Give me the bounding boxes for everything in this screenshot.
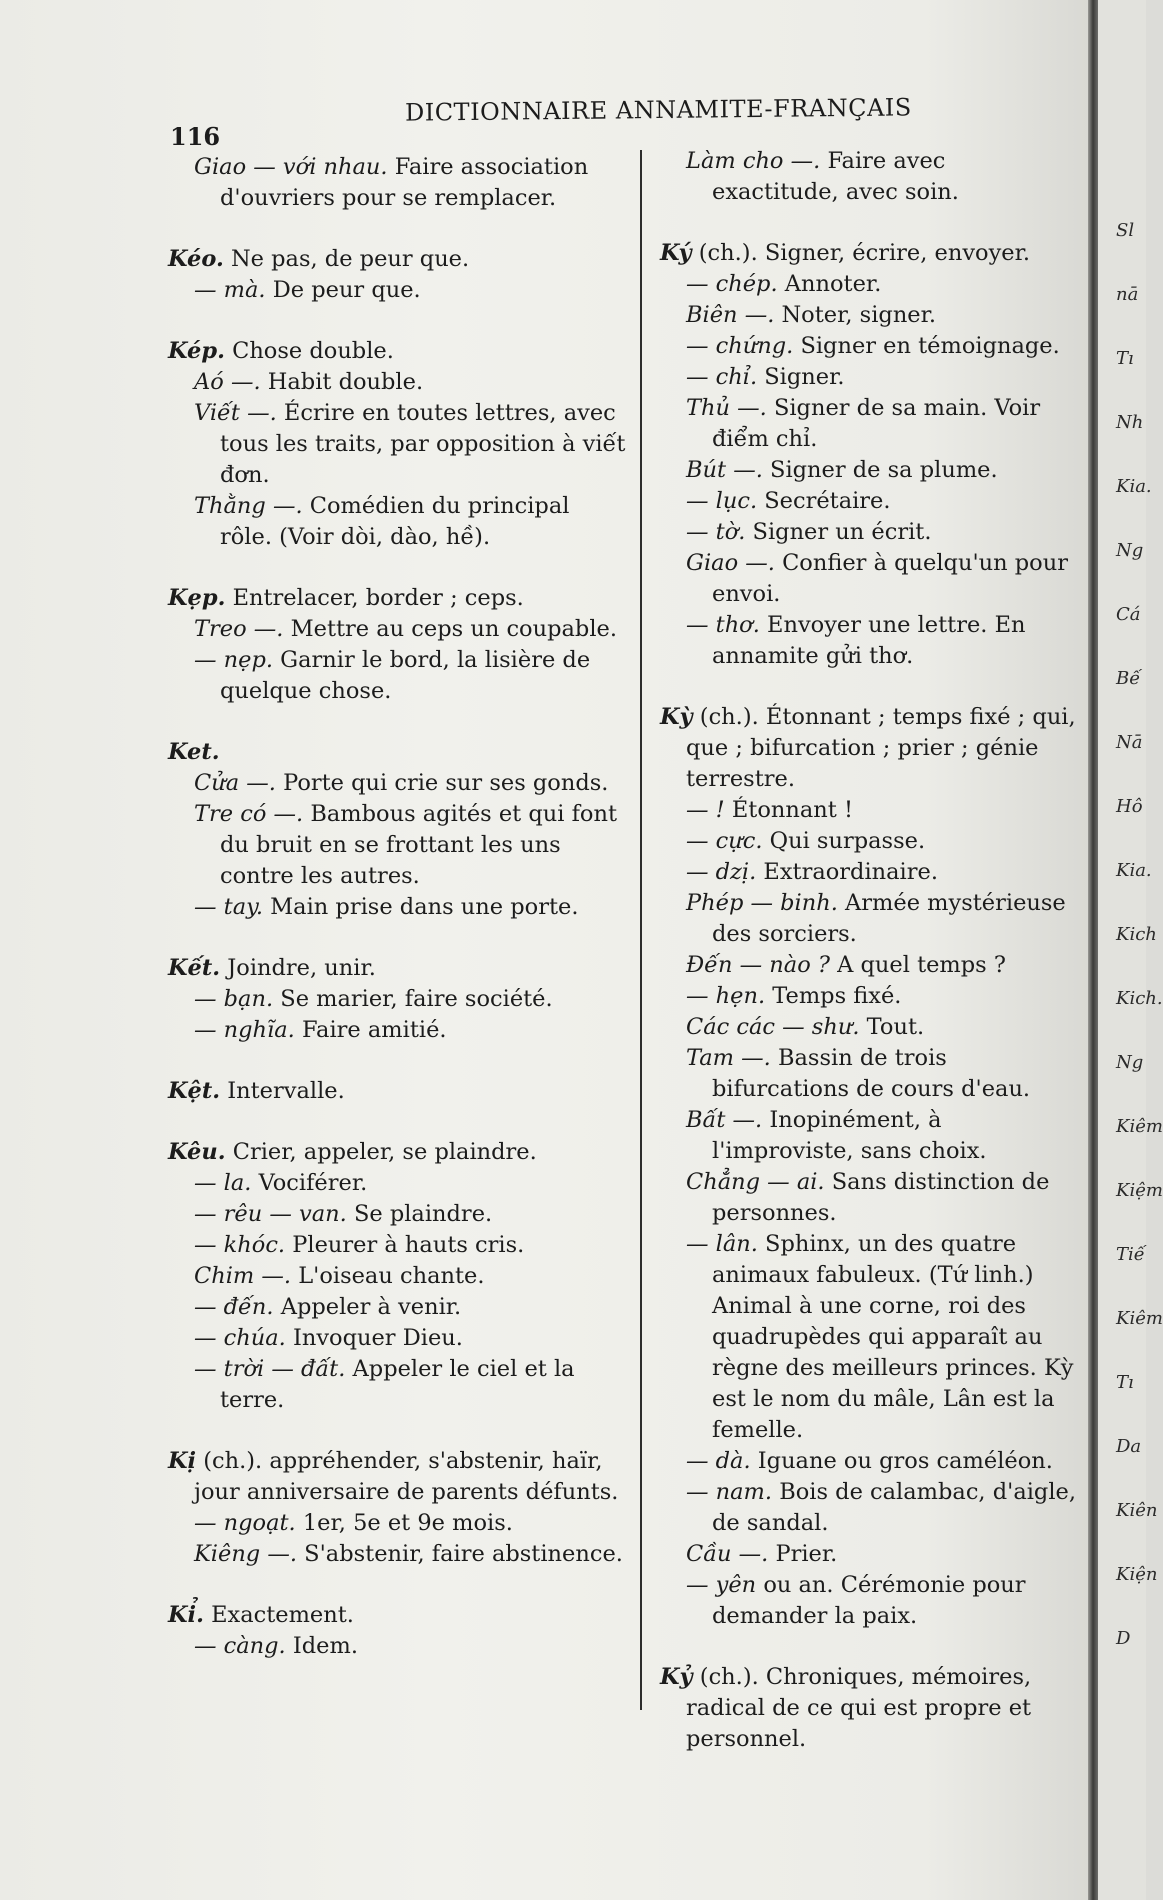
- sub-headword: — mà.: [194, 277, 266, 303]
- next-page-fragment: Kiện: [1116, 1564, 1158, 1585]
- entry-headline: [168, 1076, 628, 1107]
- sub-headword: — lân.: [686, 1231, 758, 1257]
- next-page-fragment: Nh: [1116, 412, 1144, 433]
- entry-headline: [168, 336, 628, 367]
- dictionary-entry: [168, 583, 628, 707]
- definition: 1er, 5e et 9e mois.: [295, 1510, 513, 1536]
- entry-subline: [660, 795, 1078, 826]
- definition: (ch.). Étonnant ; temps fixé ; qui, que ; bifurcation ; prier ; génie terrestre.: [686, 704, 1076, 792]
- headword: Kẹp.: [168, 585, 226, 611]
- entry-subline: [168, 1230, 628, 1261]
- definition: Signer un écrit.: [745, 519, 932, 545]
- next-page-fragment: nā: [1116, 284, 1139, 305]
- definition: ou an. Cérémonie pour demander la paix.: [712, 1572, 1026, 1629]
- next-page-fragment: Tı: [1116, 1372, 1134, 1393]
- entry-subline: [168, 614, 628, 645]
- sub-headword: — cực.: [686, 828, 763, 854]
- sub-headword: — yên: [686, 1572, 757, 1598]
- entry-subline: [168, 491, 628, 553]
- entry-headline: [168, 583, 628, 614]
- entry-subline: [660, 455, 1078, 486]
- entry-headline: [168, 1446, 628, 1508]
- definition: Entrelacer, border ; ceps.: [225, 585, 524, 611]
- headword: Kị: [168, 1448, 197, 1474]
- sub-headword: Biên —.: [686, 302, 775, 328]
- entry-subline: [168, 645, 628, 707]
- sub-headword: — bạn.: [194, 986, 274, 1012]
- entry-subline: [660, 393, 1078, 455]
- entry-subline: [660, 486, 1078, 517]
- sub-headword: Aó —.: [194, 369, 261, 395]
- entry-subline: [660, 950, 1078, 981]
- next-page-fragment: Cá: [1116, 604, 1141, 625]
- next-page-fragment: Kiệm: [1116, 1180, 1163, 1201]
- entry-subline: [660, 888, 1078, 950]
- sub-headword: — trời — đất.: [194, 1356, 346, 1382]
- sub-headword: — !: [686, 797, 725, 823]
- entry-headline: [660, 238, 1078, 269]
- page-number: 116: [170, 122, 221, 151]
- definition: Exactement.: [203, 1602, 354, 1628]
- definition: (ch.). Signer, écrire, envoyer.: [691, 240, 1031, 266]
- sub-headword: Viết —.: [194, 400, 277, 426]
- definition: Confier à quelqu'un pour envoi.: [712, 550, 1068, 607]
- entry-headline: [660, 702, 1078, 795]
- sub-headword: Phép — binh.: [686, 890, 838, 916]
- entry-subline: [168, 152, 628, 214]
- sub-headword: Chim —.: [194, 1263, 292, 1289]
- sub-headword: Thủ —.: [686, 395, 767, 421]
- definition: Sans distinction de personnes.: [712, 1169, 1050, 1226]
- definition: Prier.: [768, 1541, 838, 1567]
- entry-subline: [660, 1043, 1078, 1105]
- definition: Étonnant !: [724, 797, 853, 823]
- definition: Se marier, faire société.: [273, 986, 553, 1012]
- definition: Mettre au ceps un coupable.: [283, 616, 617, 642]
- entry-subline: [168, 1292, 628, 1323]
- entry-headline: [660, 1662, 1078, 1755]
- next-page-fragment: Ng: [1116, 540, 1144, 561]
- dictionary-entry: [660, 702, 1078, 1632]
- entry-subline: [168, 1323, 628, 1354]
- next-page-fragment: Kiêm: [1116, 1308, 1163, 1329]
- sub-headword: Chẳng — ai.: [686, 1169, 825, 1195]
- dictionary-entry: [168, 1446, 628, 1570]
- dictionary-entry: [168, 244, 628, 306]
- entry-subline: [168, 398, 628, 491]
- sub-headword: Giao — với nhau.: [194, 154, 388, 180]
- sub-headword: — tờ.: [686, 519, 746, 545]
- definition: Pleurer à hauts cris.: [285, 1232, 525, 1258]
- sub-headword: — rêu — van.: [194, 1201, 347, 1227]
- sub-headword: Tre có —.: [194, 801, 304, 827]
- dictionary-entry: [660, 146, 1078, 208]
- entry-subline: [168, 1354, 628, 1416]
- definition: A quel temps ?: [829, 952, 1006, 978]
- entry-subline: [660, 1570, 1078, 1632]
- next-page-fragment: Kiên: [1116, 1500, 1158, 1521]
- entry-subline: [660, 610, 1078, 672]
- definition: Signer de sa plume.: [762, 457, 998, 483]
- definition: Iguane ou gros caméléon.: [750, 1448, 1053, 1474]
- sub-headword: Treo —.: [194, 616, 284, 642]
- definition: Crier, appeler, se plaindre.: [225, 1139, 537, 1165]
- sub-headword: — dzị.: [686, 859, 757, 885]
- entry-subline: [168, 799, 628, 892]
- entry-subline: [168, 1261, 628, 1292]
- sub-headword: Làm cho —.: [686, 148, 821, 174]
- definition: Secrétaire.: [757, 488, 891, 514]
- headword: Ký: [660, 240, 692, 266]
- running-head: DICTIONNAIRE ANNAMITE-FRANÇAIS: [404, 93, 912, 127]
- entry-subline: [660, 1446, 1078, 1477]
- definition: Habit double.: [260, 369, 424, 395]
- sub-headword: — chúa.: [194, 1325, 286, 1351]
- definition: Faire association d'ouvriers pour se remplacer.: [220, 154, 589, 211]
- definition: Noter, signer.: [774, 302, 937, 328]
- definition: Écrire en toutes lettres, avec tous les traits, par opposition à viết đơn.: [220, 400, 626, 488]
- headword: Kết.: [168, 955, 221, 981]
- definition: Inopinément, à l'improviste, sans choix.: [712, 1107, 987, 1164]
- entry-subline: [168, 1168, 628, 1199]
- next-page-fragment: Kiêm: [1116, 1116, 1163, 1137]
- entry-headline: [168, 244, 628, 275]
- next-page-fragment: D: [1116, 1628, 1131, 1649]
- definition: Comédien du principal rôle. (Voir dòi, dào, hề).: [220, 493, 570, 550]
- definition: Ne pas, de peur que.: [223, 246, 470, 272]
- sub-headword: — tay.: [194, 894, 263, 920]
- entry-subline: [660, 1105, 1078, 1167]
- next-page-fragment: Kich: [1116, 924, 1157, 945]
- entry-subline: [168, 1199, 628, 1230]
- entry-subline: [168, 1508, 628, 1539]
- headword: Kỳ: [660, 704, 693, 730]
- right-column: [660, 146, 1078, 1785]
- entry-subline: [660, 1539, 1078, 1570]
- entry-subline: [168, 892, 628, 923]
- definition: De peur que.: [265, 277, 421, 303]
- next-page-fragment: Tı: [1116, 348, 1134, 369]
- definition: Idem.: [285, 1633, 358, 1659]
- column-divider: [640, 150, 642, 1710]
- entry-subline: [660, 146, 1078, 208]
- dictionary-entry: [660, 1662, 1078, 1755]
- definition: Appeler à venir.: [273, 1294, 462, 1320]
- headword: Kỷ: [660, 1664, 693, 1690]
- dictionary-entry: [168, 1076, 628, 1107]
- definition: Bambous agités et qui font du bruit en se frottant les uns contre les autres.: [220, 801, 617, 889]
- sub-headword: — đến.: [194, 1294, 274, 1320]
- definition: Appeler le ciel et la terre.: [220, 1356, 575, 1413]
- definition: Annoter.: [777, 271, 882, 297]
- entry-subline: [660, 981, 1078, 1012]
- sub-headword: Bất —.: [686, 1107, 763, 1133]
- definition: Extraordinaire.: [756, 859, 938, 885]
- entry-headline: [168, 1600, 628, 1631]
- dictionary-entry: [660, 238, 1078, 672]
- next-page-fragment: Kia.: [1116, 860, 1152, 881]
- entry-subline: [168, 275, 628, 306]
- entry-subline: [168, 768, 628, 799]
- entry-headline: [168, 737, 628, 768]
- entry-subline: [660, 826, 1078, 857]
- sub-headword: — hẹn.: [686, 983, 766, 1009]
- entry-subline: [168, 1631, 628, 1662]
- definition: Invoquer Dieu.: [285, 1325, 463, 1351]
- dictionary-entry: [168, 152, 628, 214]
- definition: Se plaindre.: [346, 1201, 493, 1227]
- headword: Kệt.: [168, 1078, 221, 1104]
- next-page-fragment: Da: [1116, 1436, 1142, 1457]
- sub-headword: — lục.: [686, 488, 758, 514]
- sub-headword: — chép.: [686, 271, 778, 297]
- sub-headword: Cầu —.: [686, 1541, 769, 1567]
- definition: (ch.). Chroniques, mémoires, radical de ce qui est propre et personnel.: [686, 1664, 1032, 1752]
- entry-subline: [168, 984, 628, 1015]
- entry-subline: [660, 548, 1078, 610]
- entry-subline: [168, 1015, 628, 1046]
- definition: Tout.: [859, 1014, 925, 1040]
- definition: Envoyer une lettre. En annamite gửi thơ.: [712, 612, 1026, 669]
- next-page-fragment: Nā: [1116, 732, 1143, 753]
- book-gutter: [1088, 0, 1098, 1900]
- definition: Vociférer.: [251, 1170, 368, 1196]
- headword: Kỉ.: [168, 1602, 204, 1628]
- next-page-fragment: Bế: [1116, 668, 1141, 689]
- definition: Signer de sa main. Voir điểm chỉ.: [712, 395, 1041, 452]
- sub-headword: Tam —.: [686, 1045, 771, 1071]
- definition: Porte qui crie sur ses gonds.: [275, 770, 609, 796]
- sub-headword: — chỉ.: [686, 364, 758, 390]
- definition: Qui surpasse.: [762, 828, 926, 854]
- sub-headword: — thơ.: [686, 612, 760, 638]
- entry-subline: [660, 1167, 1078, 1229]
- dictionary-entry: [168, 737, 628, 923]
- definition: Sphinx, un des quatre animaux fabuleux. (Tứ linh.) Animal à une corne, roi des quadrupèdes qui apparaît au règne des meilleurs princes. Kỳ est le nom du mâle, Lân est la femelle.: [712, 1231, 1074, 1443]
- next-page-edge: [1098, 0, 1163, 1900]
- entry-subline: [660, 517, 1078, 548]
- headword: Ket.: [168, 739, 220, 765]
- definition: Temps fixé.: [765, 983, 902, 1009]
- entry-subline: [660, 362, 1078, 393]
- entry-subline: [168, 1539, 628, 1570]
- definition: Faire avec exactitude, avec soin.: [712, 148, 959, 205]
- entry-subline: [660, 269, 1078, 300]
- definition: Faire amitié.: [294, 1017, 447, 1043]
- definition: Intervalle.: [220, 1078, 345, 1104]
- entry-subline: [660, 331, 1078, 362]
- entry-subline: [660, 1477, 1078, 1539]
- definition: Main prise dans une porte.: [262, 894, 579, 920]
- dictionary-entry: [168, 953, 628, 1046]
- next-page-fragment: Kia.: [1116, 476, 1152, 497]
- definition: Bassin de trois bifurcations de cours d'eau.: [712, 1045, 1031, 1102]
- dictionary-entry: [168, 336, 628, 553]
- entry-subline: [660, 1229, 1078, 1446]
- headword: Kép.: [168, 338, 225, 364]
- sub-headword: Kiêng —.: [194, 1541, 298, 1567]
- next-page-fragment: Ng: [1116, 1052, 1144, 1073]
- definition: Joindre, unir.: [220, 955, 376, 981]
- entry-subline: [660, 1012, 1078, 1043]
- definition: Signer en témoignage.: [793, 333, 1060, 359]
- entry-subline: [660, 300, 1078, 331]
- sub-headword: Đến — nào ?: [686, 952, 830, 978]
- headword: Kêu.: [168, 1139, 226, 1165]
- entry-subline: [660, 857, 1078, 888]
- entry-headline: [168, 1137, 628, 1168]
- headword: Kéo.: [168, 246, 224, 272]
- dictionary-entry: [168, 1137, 628, 1416]
- sub-headword: — ngoạt.: [194, 1510, 296, 1536]
- definition: Garnir le bord, la lisière de quelque chose.: [220, 647, 591, 704]
- definition: L'oiseau chante.: [291, 1263, 485, 1289]
- definition: Armée mystérieuse des sorciers.: [712, 890, 1066, 947]
- definition: S'abstenir, faire abstinence.: [297, 1541, 623, 1567]
- definition: Signer.: [757, 364, 845, 390]
- left-column: [168, 152, 628, 1692]
- sub-headword: — nẹp.: [194, 647, 274, 673]
- sub-headword: — nam.: [686, 1479, 773, 1505]
- next-page-fragment: Kich.: [1116, 988, 1163, 1009]
- next-page-fragment: Hô: [1116, 796, 1143, 817]
- sub-headword: Giao —.: [686, 550, 775, 576]
- next-page-fragment: Tiế: [1116, 1244, 1145, 1265]
- sub-headword: Cửa —.: [194, 770, 276, 796]
- sub-headword: Các các — shư.: [686, 1014, 860, 1040]
- sub-headword: — khóc.: [194, 1232, 286, 1258]
- definition: Bois de calambac, d'aigle, de sandal.: [712, 1479, 1076, 1536]
- entry-subline: [168, 367, 628, 398]
- definition: (ch.). appréhender, s'abstenir, haïr, jour anniversaire de parents défunts.: [194, 1448, 619, 1505]
- sub-headword: — chứng.: [686, 333, 794, 359]
- sub-headword: — dà.: [686, 1448, 751, 1474]
- sub-headword: — càng.: [194, 1633, 286, 1659]
- sub-headword: Thằng —.: [194, 493, 303, 519]
- sub-headword: Bút —.: [686, 457, 763, 483]
- sub-headword: — nghĩa.: [194, 1017, 295, 1043]
- sub-headword: — la.: [194, 1170, 252, 1196]
- next-page-fragment: Sl: [1116, 220, 1135, 241]
- entry-headline: [168, 953, 628, 984]
- definition: Chose double.: [224, 338, 394, 364]
- dictionary-entry: [168, 1600, 628, 1662]
